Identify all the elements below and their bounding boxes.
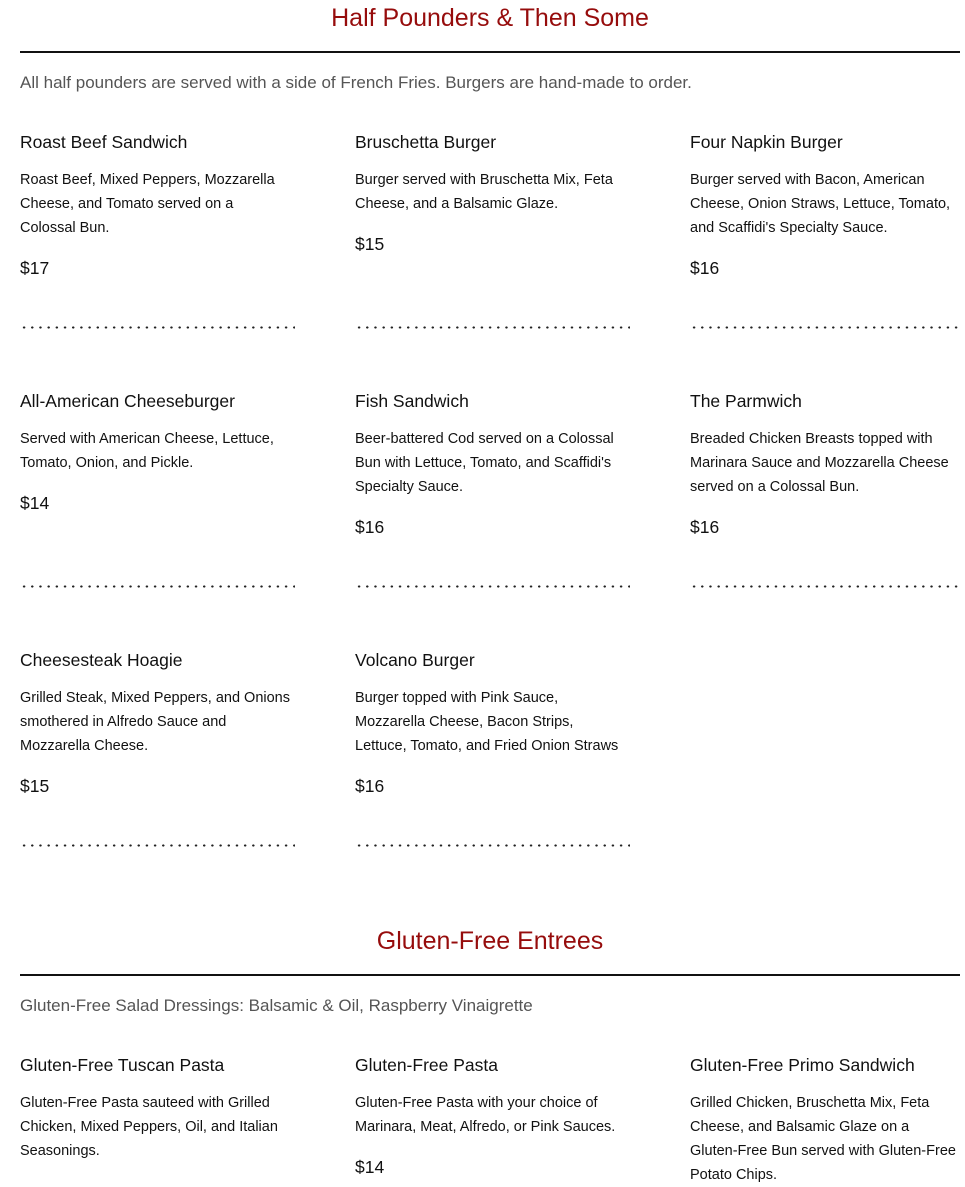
menu-item (355, 649, 630, 908)
dotted-separator (690, 585, 960, 588)
section-title: Gluten-Free Entrees (376, 927, 604, 955)
item-name: Volcano Burger (355, 650, 475, 670)
item-price: $14 (20, 493, 50, 513)
item-name: Cheesesteak Hoagie (20, 650, 183, 670)
item-description: Burger topped with Pink Sauce, Mozzarella Cheese, Bacon Strips, Lettuce, Tomato, and Fried Onion Straws (355, 690, 619, 754)
dotted-separator (20, 844, 295, 847)
item-description: Beer-battered Cod served on a Colossal Bun with Lettuce, Tomato, and Scaffidi's Specialty Sauce. (355, 431, 614, 495)
item-description: Served with American Cheese, Lettuce, Tomato, Onion, and Pickle. (20, 431, 274, 471)
item-price: $16 (355, 517, 385, 537)
section-title: Half Pounders & Then Some (331, 4, 649, 32)
menu-item (690, 131, 960, 390)
section-divider (20, 51, 960, 53)
menu-item (20, 1054, 295, 1174)
menu-item (690, 390, 960, 649)
menu-item (355, 390, 630, 649)
item-description: Burger served with Bruschetta Mix, Feta Cheese, and a Balsamic Glaze. (355, 172, 613, 212)
item-name: Gluten-Free Tuscan Pasta (20, 1055, 225, 1075)
item-description: Breaded Chicken Breasts topped with Marinara Sauce and Mozzarella Cheese served on a Colossal Bun. (690, 431, 949, 495)
item-description: Roast Beef, Mixed Peppers, Mozzarella Cheese, and Tomato served on a Colossal Bun. (20, 172, 275, 236)
menu-item (20, 131, 295, 390)
menu-item (690, 1054, 960, 1183)
item-price: $15 (20, 776, 50, 796)
section-note: All half pounders are served with a side of French Fries. Burgers are hand-made to order. (20, 73, 692, 92)
item-price: $15 (355, 234, 385, 254)
item-description: Burger served with Bacon, American Cheese, Onion Straws, Lettuce, Tomato, and Scaffidi's Specialty Sauce. (690, 172, 951, 236)
item-name: Four Napkin Burger (690, 132, 843, 152)
dotted-separator (690, 326, 960, 329)
item-name: Fish Sandwich (355, 391, 469, 411)
section-divider (20, 974, 960, 976)
menu-item (355, 131, 630, 390)
item-price: $16 (690, 517, 720, 537)
menu-item (20, 390, 295, 649)
item-name: Bruschetta Burger (355, 132, 497, 152)
item-description: Gluten-Free Pasta with your choice of Marinara, Meat, Alfredo, or Pink Sauces. (355, 1095, 616, 1135)
item-description: Gluten-Free Pasta sauteed with Grilled Chicken, Mixed Peppers, Oil, and Italian Seasonings. (20, 1095, 278, 1159)
item-name: The Parmwich (690, 391, 802, 411)
item-price: $17 (20, 258, 50, 278)
item-description: Grilled Steak, Mixed Peppers, and Onions smothered in Alfredo Sauce and Mozzarella Cheese. (20, 690, 290, 754)
item-price: $16 (690, 258, 720, 278)
section-note: Gluten-Free Salad Dressings: Balsamic & Oil, Raspberry Vinaigrette (20, 996, 533, 1015)
item-description: Grilled Chicken, Bruschetta Mix, Feta Cheese, and Balsamic Glaze on a Gluten-Free Bun served with Gluten-Free Potato Chips. (690, 1095, 956, 1183)
dotted-separator (355, 326, 630, 329)
dotted-separator (20, 585, 295, 588)
dotted-separator (355, 844, 630, 847)
item-name: All-American Cheeseburger (20, 391, 235, 411)
menu-item (355, 1054, 630, 1177)
item-name: Gluten-Free Pasta (355, 1055, 498, 1075)
item-name: Roast Beef Sandwich (20, 132, 188, 152)
item-price: $16 (355, 776, 385, 796)
menu-item (20, 649, 295, 908)
dotted-separator (20, 326, 295, 329)
item-price: $14 (355, 1157, 385, 1177)
item-name: Gluten-Free Primo Sandwich (690, 1055, 915, 1075)
dotted-separator (355, 585, 630, 588)
